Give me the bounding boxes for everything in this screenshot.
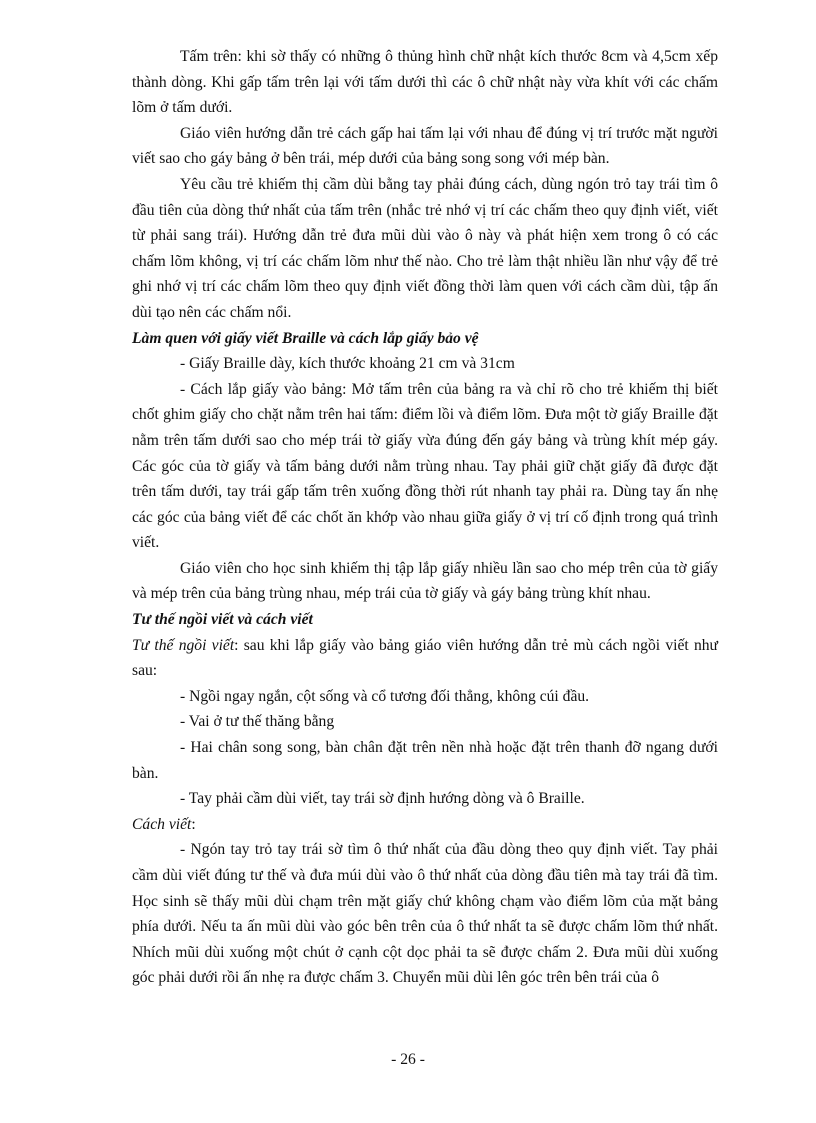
writing-label-colon: :: [191, 815, 196, 833]
posture-label: Tư thế ngồi viết: [132, 636, 235, 654]
list-item-paper-size: - Giấy Braille dày, kích thước khoảng 21 cm và 31cm: [180, 355, 515, 373]
writing-label: Cách viết: [132, 815, 192, 833]
list-item-posture-feet: - Hai chân song song, bàn chân đặt trên nền nhà hoặc đặt trên thanh đỡ ngang dưới bàn.: [132, 739, 718, 782]
section-heading-braille-paper: Làm quen với giấy viết Braille và cách lắp giấy bảo vệ: [132, 329, 479, 347]
list-item-posture-hands: - Tay phải cầm dùi viết, tay trái sờ định hướng dòng và ô Braille.: [180, 790, 585, 808]
page-number: - 26 -: [391, 1051, 425, 1068]
paragraph-paper-practice: Giáo viên cho học sinh khiếm thị tập lắp giấy nhiều lần sao cho mép trên của tờ giấy và mép trên của bảng trùng nhau, mép trái của tờ giấy và gáy bảng trùng khít nhau.: [132, 559, 718, 603]
paragraph-posture-intro: [132, 633, 718, 684]
paragraph-folding-guide: Giáo viên hướng dẫn trẻ cách gấp hai tấm lại với nhau để đúng vị trí trước mặt người viết sao cho gáy bảng ở bên trái, mép dưới của bảng song song với mép bàn.: [132, 124, 718, 168]
paragraph-top-plate: Tấm trên: khi sờ thấy có những ô thủng hình chữ nhật kích thước 8cm và 4,5cm xếp thành dòng. Khi gấp tấm trên lại với tấm dưới thì các ô chữ nhật này vừa khít với các chấm lõm ở tấm dưới.: [132, 48, 718, 117]
section-heading-posture-writing: Tư thế ngồi viết và cách viết: [132, 611, 313, 629]
list-item-posture-shoulders: - Vai ở tư thế thăng bằng: [180, 713, 335, 731]
document-page: [132, 44, 718, 991]
list-item-paper-loading: - Cách lắp giấy vào bảng: Mở tấm trên của bảng ra và chỉ rõ cho trẻ khiếm thị biết chốt ghim giấy cho chặt nằm trên hai tấm: điểm lồi và điểm lõm. Đưa một tờ giấy Braille đặt nằm trên tấm dưới sao cho mép trái tờ giấy vừa đúng đến gáy bảng và trùng khít mép gáy. Các góc của tờ giấy và tấm bảng dưới nằm trùng nhau. Tay phải giữ chặt giấy đã được đặt trên tấm dưới, tay trái gấp tấm trên xuống đồng thời rút nhanh tay phải ra. Dùng tay ấn nhẹ các góc của bảng viết để các chốt ăn khớp vào nhau giữa giấy ở vị trí cố định trong quá trình viết.: [132, 380, 718, 552]
paragraph-writing-method: - Ngón tay trỏ tay trái sờ tìm ô thứ nhất của đầu dòng theo quy định viết. Tay phải cầm dùi viết đúng tư thế và đưa múi dùi vào ô thứ nhất của dòng đầu tiên mà tay trái đã tìm. Học sinh sẽ thấy mũi dùi chạm trên mặt giấy chứ không chạm vào điểm lõm của mặt bảng phía dưới. Nếu ta ấn mũi dùi vào góc bên trên của ô thứ nhất ta sẽ được chấm lõm thứ nhất. Nhích mũi dùi xuống một chút ở cạnh cột dọc phải ta sẽ được chấm 2. Đưa mũi dùi xuống góc phải dưới rồi ấn nhẹ ra được chấm 3. Chuyển mũi dùi lên góc trên bên trái của ô: [132, 841, 718, 987]
paragraph-holding-stylus: Yêu cầu trẻ khiếm thị cầm dùi bằng tay phải đúng cách, dùng ngón trỏ tay trái tìm ô đầu tiên của dòng thứ nhất của tấm trên (nhắc trẻ nhớ vị trí các chấm theo quy định viết, viết từ phải sang trái). Hướng dẫn trẻ đưa mũi dùi vào ô này và phát hiện xem trong ô có các chấm lõm không, vị trí các chấm lõm như thế nào. Cho trẻ làm thật nhiều lần như vậy để trẻ ghi nhớ vị trí các chấm lõm theo quy định viết đồng thời làm quen với cách cầm dùi, tập ấn dùi tạo nên các chấm nổi.: [132, 175, 718, 321]
posture-intro-text: : sau khi lắp giấy vào bảng giáo viên hướng dẫn trẻ mù cách ngồi viết như sau:: [132, 636, 719, 680]
list-item-posture-sitting: - Ngồi ngay ngắn, cột sống và cổ tương đối thẳng, không cúi đầu.: [180, 687, 590, 705]
writing-label-line: [132, 812, 718, 838]
